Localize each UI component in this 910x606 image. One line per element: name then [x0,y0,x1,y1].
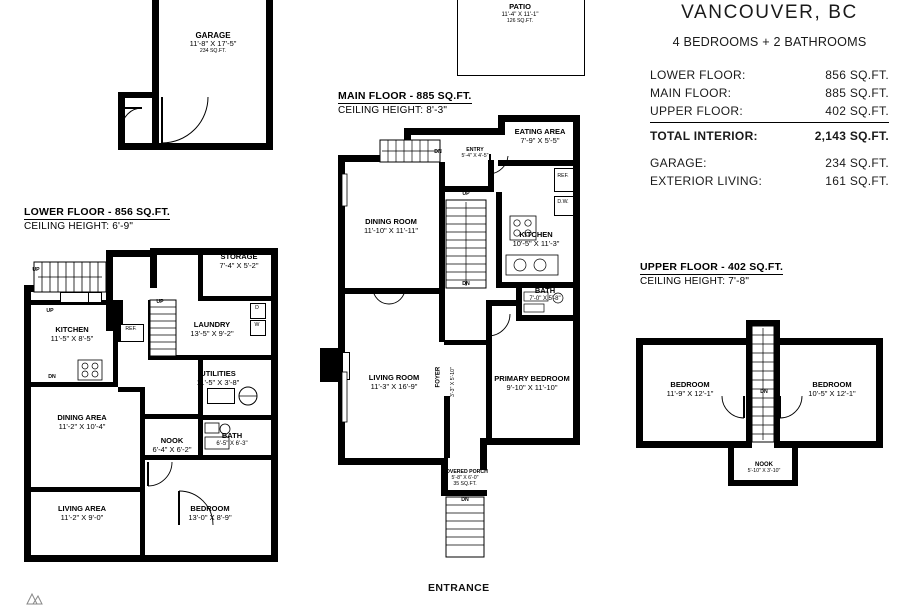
main-wall-stairs-right [439,294,445,342]
lower-room-storage-dim: 7'-4" X 5'-2" [219,260,259,270]
spec-value-garage: 234 SQ.FT. [825,156,889,170]
main-room-bath [518,287,572,303]
main-room-living-dim: 11'-3" X 16'-9" [370,381,418,391]
lower-room-storage-name: STORAGE [220,252,258,261]
lower-dryer-label: D [255,305,259,311]
main-stairs-up-icon [446,200,488,290]
main-entry-name: ENTRY [466,147,484,153]
upper-floor-ceiling: CEILING HEIGHT: 7'-8" [640,276,750,287]
lower-room-kitchen-dim: 11'-5" X 8'-5" [50,333,94,343]
main-room-kitchen-name: KITCHEN [519,230,553,239]
main-mark-dn-top: DN [434,149,442,155]
upper-wall-nook-bottom [728,480,798,486]
main-wall-right [573,115,580,445]
lower-room-bath-dim: 6'-5" X 6'-3" [216,440,248,447]
lower-room-living-area [40,505,124,522]
lower-room-utilities-name: UTILITIES [200,369,236,378]
spec-row-total [650,125,889,143]
lower-wall-kitchen-bottom [24,382,118,387]
lower-wall-bath-bottom [198,415,278,420]
main-porch-label [441,470,489,488]
main-wall-top-mid [404,128,504,135]
main-room-kitchen-dim: 10'-5" X 11'-3" [512,238,560,248]
main-wall-bottom-left [338,458,448,465]
lower-wall-left [24,285,31,562]
main-porch-name: COVERED PORCH [442,469,488,475]
main-room-living [350,374,438,391]
lower-room-bath-name: BATH [221,431,243,440]
main-room-kitchen [500,231,572,248]
lower-fridge-label: REF. [125,326,137,332]
lower-floor-ceiling: CEILING HEIGHT: 6'-9" [24,221,134,232]
info-panel [650,2,900,192]
main-window-left-icon [342,174,350,208]
garage-dim: 11'-8" X 17'-5" [189,39,237,49]
spec-value-total: 2,143 SQ.FT. [814,129,889,143]
upper-room-nook-dim: 5'-10" X 3'-10" [747,467,781,474]
main-foyer-name: FOYER [435,366,442,388]
lower-furnace-icon [207,388,235,404]
main-room-living-name: LIVING ROOM [368,373,420,382]
main-wall-porch-bottom [441,490,487,496]
main-floor-ceiling: CEILING HEIGHT: 8'-3" [338,105,448,116]
main-porch-area: 35 SQ.FT. [453,480,477,487]
main-wall-bath-bottom [516,315,574,321]
spec-row-garage [650,156,889,170]
main-wall-dining-right [439,162,445,294]
lower-room-laundry [168,321,256,338]
spec-divider [650,122,889,123]
spec-label-lower: LOWER FLOOR: [650,68,746,82]
lower-room-nook-dim: 6'-4" X 6'-2" [152,444,192,454]
lower-room-kitchen-name: KITCHEN [55,325,89,334]
garage-wall-entry-bottom [118,143,158,150]
upper-room-bedroom-right-dim: 10'-5" X 12'-1" [808,388,856,398]
lower-sink-icon [88,292,102,303]
main-mark-dn-entry: DN [461,497,469,503]
main-fridge-label: REF. [557,173,569,179]
main-mark-dn-mid: DN [462,281,470,287]
lower-mark-dn: DN [48,374,56,380]
spec-value-main: 885 SQ.FT. [825,86,889,100]
main-foyer-dim-label [450,367,457,397]
upper-wall-top-left [636,338,746,345]
garage-wall-right [266,0,273,150]
main-wall-bedroom-top [486,300,520,306]
lower-room-storage [199,253,279,270]
lower-room-dining-area [40,414,124,431]
upper-room-bedroom-left [648,381,732,398]
main-wall-bottom-right [480,438,580,445]
upper-wall-bottom-left [636,441,746,448]
main-bedroom-door-icon [486,312,516,340]
lower-stove-icon [78,360,104,382]
main-fridge-icon [554,168,574,192]
main-floor-title: MAIN FLOOR - 885 SQ.FT. [338,90,472,102]
upper-mark-dn: DN [760,389,768,395]
main-room-dining-name: DINING ROOM [365,217,417,226]
lower-room-bedroom-name: BEDROOM [190,504,230,513]
lower-mark-up-2: UP [46,308,54,314]
garage-area: 234 SQ.FT. [199,47,227,54]
lower-room-utilities-dim: 11'-5" X 3'-8" [196,377,240,387]
upper-wall-left [636,338,643,448]
upper-wall-top-right [780,338,883,345]
main-room-eating-area-name: EATING AREA [514,127,566,136]
patio-name: PATIO [509,2,531,11]
lower-wall-nook-left [140,387,145,460]
main-dishwasher-label: D.W. [557,199,569,205]
main-room-dining-dim: 11'-10" X 11'-11" [363,225,419,235]
main-room-dining [348,218,434,235]
lower-wall-right [271,330,278,562]
lower-room-living-area-dim: 11'-2" X 9'-0" [60,512,104,522]
spec-row-main [650,86,889,100]
upper-wall-right [876,338,883,448]
patio-area: 126 SQ.FT. [506,17,534,24]
lower-wall-jog-3 [106,250,156,257]
lower-wall-dining-top [118,387,145,392]
upper-wall-bottom-right [780,441,883,448]
spec-value-upper: 402 SQ.FT. [825,104,889,118]
lower-room-nook-name: NOOK [160,436,184,445]
upper-room-nook-name: NOOK [755,462,773,468]
lower-floor-title: LOWER FLOOR - 856 SQ.FT. [24,206,170,218]
lower-wall-living-top [24,487,144,492]
entrance-label: ENTRANCE [428,582,490,594]
spec-label-exterior-living: EXTERIOR LIVING: [650,174,763,188]
lower-room-laundry-name: LAUNDRY [193,320,231,329]
lower-wall-jog-4 [150,250,157,288]
main-room-eating-area [503,128,577,145]
main-entry-dim: 5'-4" X 4'-5" [461,152,489,159]
main-room-primary-bedroom [490,375,574,392]
beds-baths-subtitle: 4 BEDROOMS + 2 BATHROOMS [672,35,867,49]
main-kitchen-sink-icon [506,255,562,279]
lower-room-bedroom-dim: 13'-0" X 8'-9" [188,512,232,522]
lower-wall-nook-bottom [143,414,199,419]
upper-room-bedroom-left-dim: 11'-9" X 12'-1" [666,388,714,398]
main-room-primary-bedroom-dim: 9'-10" X 11'-10" [506,382,558,392]
lower-room-bedroom [168,505,252,522]
main-entrance-stairs-icon [446,497,486,559]
main-wall-top-right [498,115,580,122]
upper-room-bedroom-right-name: BEDROOM [812,380,852,389]
main-entry-label [450,148,500,160]
lower-washer-label: W [254,322,260,328]
spec-row-exterior-living [650,174,889,188]
lower-room-dining-area-dim: 11'-2" X 10'-4" [58,421,106,431]
spec-label-upper: UPPER FLOOR: [650,104,743,118]
spec-label-total: TOTAL INTERIOR: [650,129,758,143]
lower-tank-icon [238,386,260,408]
page-title: VANCOUVER, BC [681,2,858,23]
main-room-bath-dim: 7'-0" X 5'-8" [529,295,561,302]
spec-label-main: MAIN FLOOR: [650,86,732,100]
garage-label [168,31,258,55]
spec-row-lower [650,68,889,82]
lower-room-kitchen [36,326,108,343]
patio-label [477,3,563,24]
garage-door-arc-icon [158,95,218,147]
main-room-primary-bedroom-name: PRIMARY BEDROOM [494,374,570,383]
upper-room-bedroom-left-name: BEDROOM [670,380,710,389]
lower-room-nook [146,437,198,454]
main-room-bath-name: BATH [534,286,556,295]
lower-room-living-area-name: LIVING AREA [57,504,107,513]
spec-value-lower: 856 SQ.FT. [825,68,889,82]
garage-name: GARAGE [195,31,231,40]
garage-side-door-icon [120,106,150,136]
main-dining-door-icon [371,288,407,310]
lower-nook-door-arc-icon [146,460,178,490]
main-room-eating-area-dim: 7'-9" X 5'-5" [520,135,560,145]
main-wall-foyer-left [444,396,450,458]
main-wall-porch-right [480,438,487,470]
lower-room-utilities [178,370,258,387]
main-porch-dim: 5'-8" X 6'-0" [451,474,479,481]
lower-wall-living-right [140,460,145,555]
upper-stairs-dn-icon [752,326,776,444]
lower-wall-storage-bottom [198,296,278,301]
lower-wall-bedroom-top [203,455,278,460]
upper-room-nook [734,462,794,475]
lower-room-dining-area-name: DINING AREA [57,413,107,422]
spec-label-garage: GARAGE: [650,156,707,170]
main-foyer-label [435,366,443,388]
lower-mark-up-1: UP [32,267,40,273]
main-fireplace-icon [320,348,338,382]
garage-wall-entry-top [118,92,156,98]
logo-icon [26,592,44,606]
main-mark-up: UP [462,191,470,197]
lower-room-laundry-dim: 13'-5" X 9'-2" [190,328,234,338]
main-foyer-dim: 3'-3" X 5'-10" [450,367,457,397]
main-window-left-2-icon [342,372,350,424]
main-wall-foyer-top [444,340,486,345]
lower-room-bath [203,432,261,448]
spec-row-upper [650,104,889,118]
spec-value-exterior-living: 161 SQ.FT. [825,174,889,188]
lower-wall-bottom [24,555,278,562]
upper-room-bedroom-right [790,381,874,398]
lower-mark-up-3: UP [156,299,164,305]
patio-dim: 11'-4" X 11'-1" [501,11,539,18]
upper-floor-title: UPPER FLOOR - 402 SQ.FT. [640,261,784,273]
